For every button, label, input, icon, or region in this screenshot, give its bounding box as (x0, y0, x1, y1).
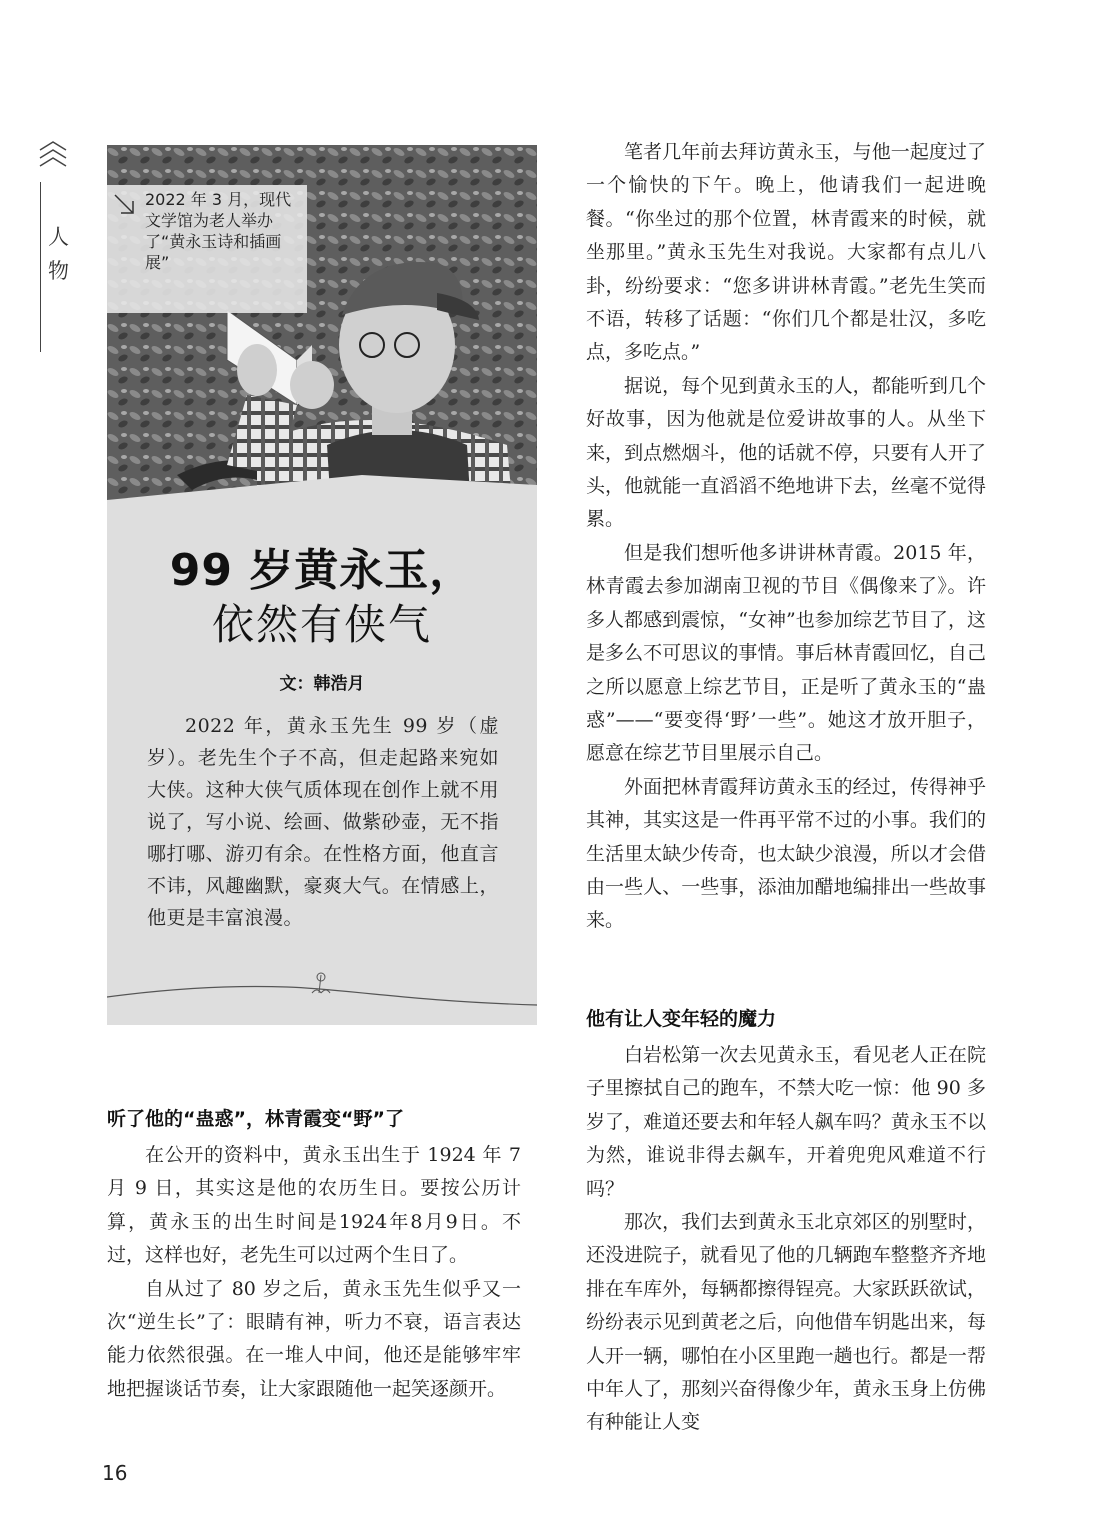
paragraph: 自从过了 80 岁之后，黄永玉先生似乎又一次“逆生长”了：眼睛有神，听力不衰，语言表达能力依然很强。在一堆人中间，他还是能够牢牢地把握谈话节奏，让大家跟随他一起笑逐颜开。 (107, 1277, 521, 1400)
right-section-heading: 他有让人变年轻的魔力 (586, 1008, 777, 1030)
page-number: 16 (102, 1461, 128, 1485)
paragraph: 在公开的资料中，黄永玉出生于 1924 年 7 月 9 日，其实这是他的农历生日。要按公历计算，黄永玉的出生时间是1924年8月9日。不过，这样也好，老先生可以过两个生日了。 (107, 1144, 521, 1267)
dandelion-line-decoration (107, 971, 537, 1021)
paragraph: 据说，每个见到黄永玉的人，都能听到几个好故事，因为他就是位爱讲故事的人。从坐下来，到点燃烟斗，他的话就不停，只要有人开了头，他就能一直滔滔不绝地讲下去，丝毫不觉得累。 (586, 374, 986, 531)
section-divider-line (40, 182, 41, 352)
arrow-down-right-icon (113, 193, 135, 215)
right-column-bottom (586, 1003, 986, 1440)
right-column-top (586, 136, 986, 938)
title-line-2: 依然有侠气 (211, 600, 432, 649)
photo-caption (107, 185, 307, 313)
paragraph: 白岩松第一次去见黄永玉，看见老人正在院子里擦拭自己的跑车，不禁大吃一惊：他 90 多岁了，难道还要去和年轻人飙车吗？黄永玉不以为然，谁说非得去飙车，开着兜兜风难道不行吗？ (586, 1044, 986, 1200)
title-line-1: 99 岁黄永玉， (169, 545, 475, 596)
section-label: 人物 (48, 225, 69, 283)
caption-text: 2022 年 3 月，现代文学馆为老人举办了“黄永玉诗和插画展” (145, 190, 292, 272)
left-section-heading: 听了他的“蛊惑”，林青霞变“野”了 (107, 1108, 404, 1130)
left-column (107, 1103, 521, 1406)
paragraph: 笔者几年前去拜访黄永玉，与他一起度过了一个愉快的下午。晚上，他请我们一起进晚餐。“你坐过的那个位置，林青霞来的时候，就坐那里。”黄永玉先生对我说。大家都有点儿八卦，纷纷要求：“您多讲讲林青霞。”老先生笑而不语，转移了话题：“你们几个都是壮汉，多吃点，多吃点。” (586, 141, 986, 364)
paragraph: 但是我们想听他多讲讲林青霞。2015 年，林青霞去参加湖南卫视的节目《偶像来了》。许多人都感到震惊，“女神”也参加综艺节目了，这是多么不可思议的事情。事后林青霞回忆，自己之所以愿意上综艺节目，正是听了黄永玉的“蛊惑”——“要变得‘野’一些”。她这才放开胆子，愿意在综艺节目里展示自己。 (586, 541, 986, 765)
lead-paragraph: 2022 年，黄永玉先生 99 岁（虚岁）。老先生个子不高，但走起路来宛如大侠。这种大侠气质体现在创作上就不用说了，写小说、绘画、做紫砂壶，无不指哪打哪、游刃有余。在性格方面，他直言不讳，风趣幽默，豪爽大气。在情感上，他更是丰富浪漫。 (147, 715, 499, 929)
paragraph: 那次，我们去到黄永玉北京郊区的别墅时，还没进院子，就看见了他的几辆跑车整整齐齐地排在车库外，每辆都擦得锃亮。大家跃跃欲试，纷纷表示见到黄老之后，向他借车钥匙出来，每人开一辆，哪怕在小区里跑一趟也行。都是一帮中年人了，那刻兴奋得像少年，黄永玉身上仿佛有种能让人变 (586, 1211, 986, 1434)
paragraph: 外面把林青霞拜访黄永玉的经过，传得神乎其神，其实这是一件再平常不过的小事。我们的生活里太缺少传奇，也太缺少浪漫，所以才会借由一些人、一些事，添油加醋地编排出一些故事来。 (586, 775, 986, 932)
feature-panel (107, 145, 537, 1025)
article-title (107, 543, 537, 653)
byline: 文：韩浩月 (279, 674, 365, 694)
double-chevron-icon (38, 136, 68, 176)
